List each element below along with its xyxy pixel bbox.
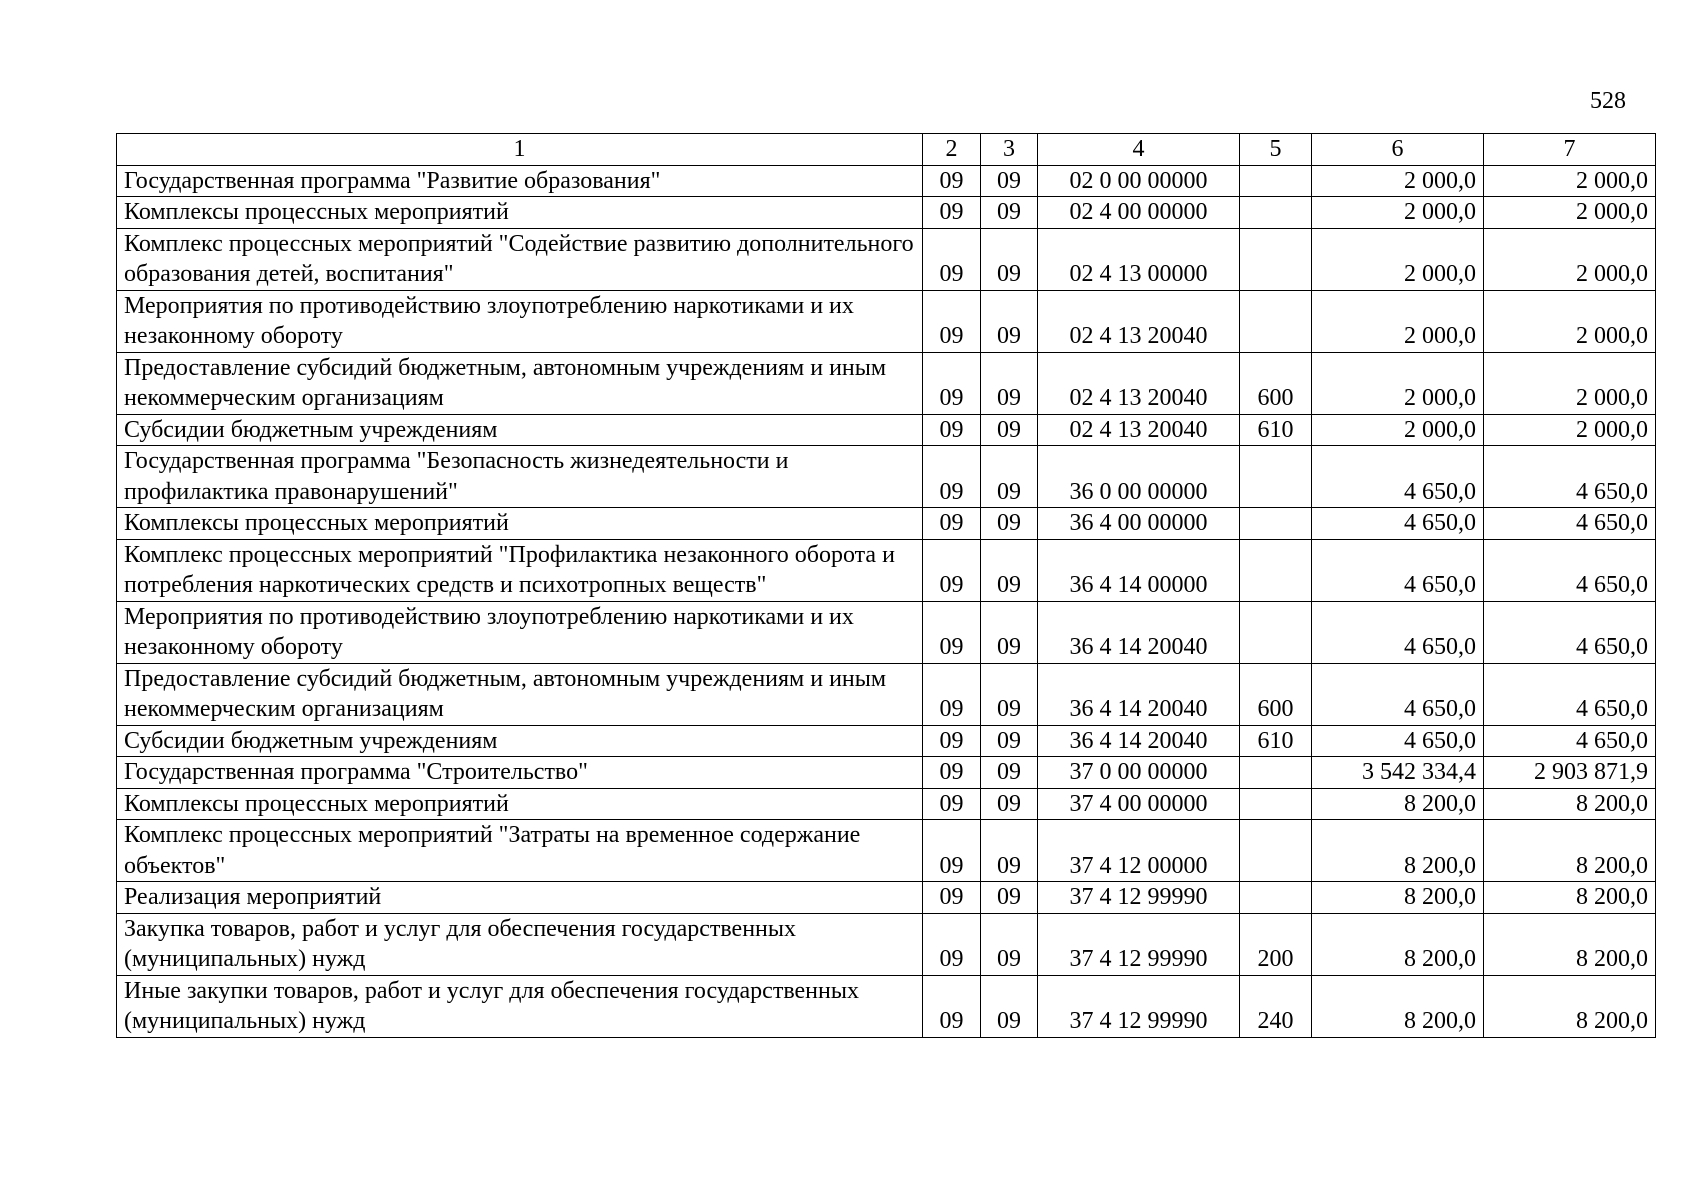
target-article-cell: 36 4 14 20040 — [1038, 601, 1240, 663]
amount-col6-cell: 4 650,0 — [1312, 508, 1484, 540]
expense-type-cell: 610 — [1240, 725, 1312, 757]
target-article-cell: 02 4 00 00000 — [1038, 197, 1240, 229]
subsection-code-cell: 09 — [981, 352, 1038, 414]
target-article-cell: 37 4 12 99990 — [1038, 913, 1240, 975]
row-name-cell: Предоставление субсидий бюджетным, автономным учреждениям и иным некоммерческим организациям — [117, 663, 923, 725]
expense-type-cell — [1240, 508, 1312, 540]
amount-col6-cell: 8 200,0 — [1312, 882, 1484, 914]
amount-col7-cell: 2 000,0 — [1484, 352, 1656, 414]
expense-type-cell — [1240, 228, 1312, 290]
table-row — [117, 446, 1656, 508]
amount-col6-cell: 3 542 334,4 — [1312, 757, 1484, 789]
target-article-cell: 37 4 12 99990 — [1038, 975, 1240, 1037]
page-number: 528 — [1590, 88, 1626, 114]
amount-col6-cell: 2 000,0 — [1312, 228, 1484, 290]
table-row — [117, 913, 1656, 975]
row-name-cell: Комплекс процессных мероприятий "Затраты на временное содержание объектов" — [117, 820, 923, 882]
table-row — [117, 975, 1656, 1037]
header-cell-3: 3 — [981, 134, 1038, 166]
row-name-cell: Мероприятия по противодействию злоупотреблению наркотиками и их незаконному обороту — [117, 290, 923, 352]
table-row — [117, 757, 1656, 789]
target-article-cell: 36 4 00 00000 — [1038, 508, 1240, 540]
budget-table — [116, 133, 1656, 1038]
expense-type-cell — [1240, 197, 1312, 229]
subsection-code-cell: 09 — [981, 446, 1038, 508]
row-name-cell: Государственная программа "Безопасность жизнедеятельности и профилактика правонарушений" — [117, 446, 923, 508]
section-code-cell: 09 — [923, 757, 981, 789]
expense-type-cell — [1240, 165, 1312, 197]
expense-type-cell — [1240, 882, 1312, 914]
section-code-cell: 09 — [923, 820, 981, 882]
amount-col7-cell: 8 200,0 — [1484, 913, 1656, 975]
subsection-code-cell: 09 — [981, 882, 1038, 914]
table-row — [117, 165, 1656, 197]
expense-type-cell: 600 — [1240, 663, 1312, 725]
amount-col7-cell: 2 000,0 — [1484, 197, 1656, 229]
row-name-cell: Мероприятия по противодействию злоупотреблению наркотиками и их незаконному обороту — [117, 601, 923, 663]
expense-type-cell — [1240, 601, 1312, 663]
header-cell-6: 6 — [1312, 134, 1484, 166]
amount-col6-cell: 4 650,0 — [1312, 601, 1484, 663]
subsection-code-cell: 09 — [981, 290, 1038, 352]
amount-col7-cell: 2 000,0 — [1484, 228, 1656, 290]
subsection-code-cell: 09 — [981, 820, 1038, 882]
table-row — [117, 539, 1656, 601]
table-row — [117, 290, 1656, 352]
subsection-code-cell: 09 — [981, 165, 1038, 197]
table-row — [117, 352, 1656, 414]
target-article-cell: 02 4 13 20040 — [1038, 414, 1240, 446]
section-code-cell: 09 — [923, 228, 981, 290]
section-code-cell: 09 — [923, 663, 981, 725]
subsection-code-cell: 09 — [981, 601, 1038, 663]
row-name-cell: Государственная программа "Строительство" — [117, 757, 923, 789]
expense-type-cell: 600 — [1240, 352, 1312, 414]
table-row — [117, 725, 1656, 757]
section-code-cell: 09 — [923, 197, 981, 229]
target-article-cell: 36 4 14 00000 — [1038, 539, 1240, 601]
row-name-cell: Комплекс процессных мероприятий "Содействие развитию дополнительного образования детей, воспитания" — [117, 228, 923, 290]
amount-col7-cell: 4 650,0 — [1484, 508, 1656, 540]
amount-col7-cell: 4 650,0 — [1484, 446, 1656, 508]
target-article-cell: 36 4 14 20040 — [1038, 725, 1240, 757]
amount-col7-cell: 4 650,0 — [1484, 601, 1656, 663]
header-cell-5: 5 — [1240, 134, 1312, 166]
target-article-cell: 02 4 13 20040 — [1038, 352, 1240, 414]
subsection-code-cell: 09 — [981, 725, 1038, 757]
expense-type-cell — [1240, 757, 1312, 789]
subsection-code-cell: 09 — [981, 757, 1038, 789]
section-code-cell: 09 — [923, 725, 981, 757]
row-name-cell: Закупка товаров, работ и услуг для обеспечения государственных (муниципальных) нужд — [117, 913, 923, 975]
subsection-code-cell: 09 — [981, 228, 1038, 290]
amount-col6-cell: 2 000,0 — [1312, 197, 1484, 229]
subsection-code-cell: 09 — [981, 913, 1038, 975]
table-body — [117, 165, 1656, 1037]
row-name-cell: Субсидии бюджетным учреждениям — [117, 414, 923, 446]
row-name-cell: Комплексы процессных мероприятий — [117, 788, 923, 820]
table-row — [117, 820, 1656, 882]
amount-col7-cell: 2 000,0 — [1484, 165, 1656, 197]
row-name-cell: Реализация мероприятий — [117, 882, 923, 914]
section-code-cell: 09 — [923, 508, 981, 540]
amount-col7-cell: 4 650,0 — [1484, 663, 1656, 725]
section-code-cell: 09 — [923, 913, 981, 975]
amount-col6-cell: 4 650,0 — [1312, 663, 1484, 725]
expense-type-cell — [1240, 788, 1312, 820]
row-name-cell: Предоставление субсидий бюджетным, автономным учреждениям и иным некоммерческим организациям — [117, 352, 923, 414]
section-code-cell: 09 — [923, 352, 981, 414]
row-name-cell: Комплексы процессных мероприятий — [117, 197, 923, 229]
section-code-cell: 09 — [923, 414, 981, 446]
amount-col6-cell: 4 650,0 — [1312, 725, 1484, 757]
table-row — [117, 228, 1656, 290]
subsection-code-cell: 09 — [981, 508, 1038, 540]
amount-col7-cell: 2 000,0 — [1484, 290, 1656, 352]
subsection-code-cell: 09 — [981, 788, 1038, 820]
target-article-cell: 37 4 12 00000 — [1038, 820, 1240, 882]
target-article-cell: 37 4 00 00000 — [1038, 788, 1240, 820]
table-row — [117, 508, 1656, 540]
target-article-cell: 37 4 12 99990 — [1038, 882, 1240, 914]
table-row — [117, 663, 1656, 725]
section-code-cell: 09 — [923, 539, 981, 601]
amount-col6-cell: 8 200,0 — [1312, 913, 1484, 975]
amount-col6-cell: 8 200,0 — [1312, 975, 1484, 1037]
target-article-cell: 36 0 00 00000 — [1038, 446, 1240, 508]
amount-col6-cell: 2 000,0 — [1312, 352, 1484, 414]
expense-type-cell — [1240, 290, 1312, 352]
amount-col7-cell: 8 200,0 — [1484, 820, 1656, 882]
row-name-cell: Комплекс процессных мероприятий "Профилактика незаконного оборота и потребления наркотических средств и психотропных веществ" — [117, 539, 923, 601]
subsection-code-cell: 09 — [981, 663, 1038, 725]
section-code-cell: 09 — [923, 788, 981, 820]
target-article-cell: 37 0 00 00000 — [1038, 757, 1240, 789]
amount-col6-cell: 8 200,0 — [1312, 820, 1484, 882]
amount-col7-cell: 2 000,0 — [1484, 414, 1656, 446]
amount-col7-cell: 4 650,0 — [1484, 725, 1656, 757]
expense-type-cell: 200 — [1240, 913, 1312, 975]
amount-col6-cell: 2 000,0 — [1312, 165, 1484, 197]
target-article-cell: 02 4 13 20040 — [1038, 290, 1240, 352]
target-article-cell: 02 4 13 00000 — [1038, 228, 1240, 290]
table-row — [117, 882, 1656, 914]
row-name-cell: Комплексы процессных мероприятий — [117, 508, 923, 540]
subsection-code-cell: 09 — [981, 975, 1038, 1037]
amount-col6-cell: 4 650,0 — [1312, 539, 1484, 601]
header-cell-2: 2 — [923, 134, 981, 166]
expense-type-cell: 610 — [1240, 414, 1312, 446]
section-code-cell: 09 — [923, 290, 981, 352]
amount-col6-cell: 2 000,0 — [1312, 290, 1484, 352]
amount-col7-cell: 8 200,0 — [1484, 788, 1656, 820]
amount-col6-cell: 8 200,0 — [1312, 788, 1484, 820]
header-cell-4: 4 — [1038, 134, 1240, 166]
table-row — [117, 197, 1656, 229]
header-cell-1: 1 — [117, 134, 923, 166]
subsection-code-cell: 09 — [981, 539, 1038, 601]
section-code-cell: 09 — [923, 446, 981, 508]
section-code-cell: 09 — [923, 601, 981, 663]
section-code-cell: 09 — [923, 975, 981, 1037]
expense-type-cell: 240 — [1240, 975, 1312, 1037]
section-code-cell: 09 — [923, 882, 981, 914]
expense-type-cell — [1240, 820, 1312, 882]
target-article-cell: 36 4 14 20040 — [1038, 663, 1240, 725]
header-cell-7: 7 — [1484, 134, 1656, 166]
amount-col7-cell: 4 650,0 — [1484, 539, 1656, 601]
header-row — [117, 134, 1656, 166]
table-row — [117, 601, 1656, 663]
expense-type-cell — [1240, 446, 1312, 508]
subsection-code-cell: 09 — [981, 414, 1038, 446]
subsection-code-cell: 09 — [981, 197, 1038, 229]
table-row — [117, 788, 1656, 820]
section-code-cell: 09 — [923, 165, 981, 197]
amount-col7-cell: 8 200,0 — [1484, 975, 1656, 1037]
row-name-cell: Субсидии бюджетным учреждениям — [117, 725, 923, 757]
table-row — [117, 414, 1656, 446]
expense-type-cell — [1240, 539, 1312, 601]
amount-col7-cell: 8 200,0 — [1484, 882, 1656, 914]
amount-col6-cell: 4 650,0 — [1312, 446, 1484, 508]
row-name-cell: Государственная программа "Развитие образования" — [117, 165, 923, 197]
amount-col6-cell: 2 000,0 — [1312, 414, 1484, 446]
target-article-cell: 02 0 00 00000 — [1038, 165, 1240, 197]
amount-col7-cell: 2 903 871,9 — [1484, 757, 1656, 789]
row-name-cell: Иные закупки товаров, работ и услуг для обеспечения государственных (муниципальных) нужд — [117, 975, 923, 1037]
